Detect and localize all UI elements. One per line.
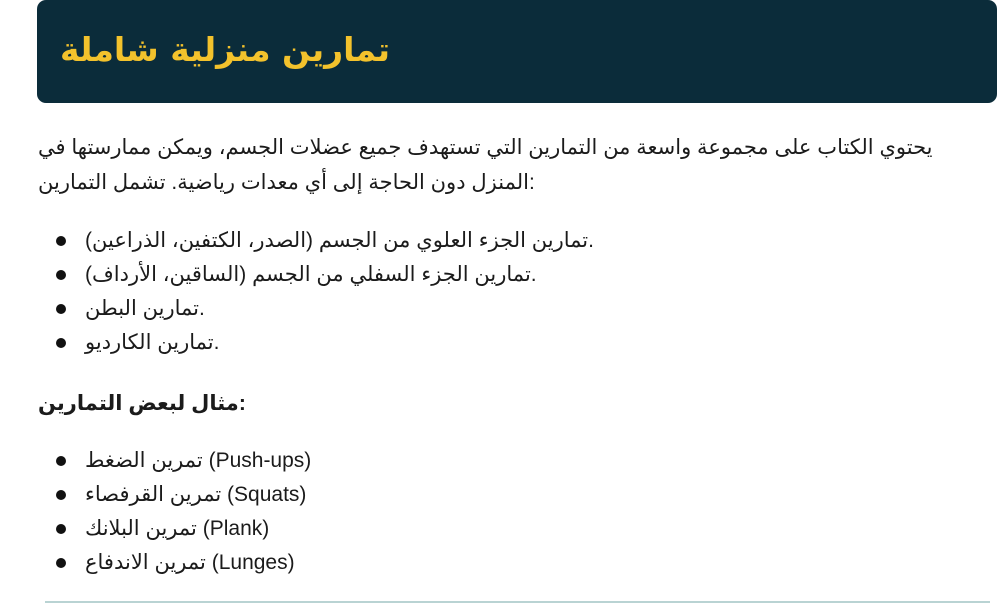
header-bar	[37, 0, 997, 103]
bullet-dot-icon	[56, 304, 66, 314]
bullet-dot-icon	[56, 338, 66, 348]
list-item	[38, 546, 963, 580]
exercise-categories-list	[38, 224, 963, 360]
intro-paragraph: يحتوي الكتاب على مجموعة واسعة من التمارين التي تستهدف جميع عضلات الجسم، ويمكن ممارستها في المنزل دون الحاجة إلى أي معدات رياضية. تشمل التمارين:	[38, 136, 933, 194]
bullet-dot-icon	[56, 456, 66, 466]
list-item	[38, 478, 963, 512]
list-item-text: تمارين الكارديو.	[85, 331, 220, 354]
list-item-text: تمارين الجزء السفلي من الجسم (الساقين، الأرداف).	[85, 263, 537, 286]
list-item-text: تمرين الاندفاع (Lunges)	[85, 551, 295, 574]
bullet-dot-icon	[56, 524, 66, 534]
list-item-text: تمارين البطن.	[85, 297, 205, 320]
list-item	[38, 258, 963, 292]
bullet-dot-icon	[56, 270, 66, 280]
list-item	[38, 326, 963, 360]
list-item	[38, 444, 963, 478]
page-title: تمارين منزلية شاملة	[60, 30, 391, 69]
bottom-divider	[45, 601, 990, 603]
list-item	[38, 224, 963, 258]
examples-list	[38, 444, 963, 580]
list-item-text: تمرين البلانك (Plank)	[85, 517, 270, 540]
list-item	[38, 292, 963, 326]
list-item-text: تمارين الجزء العلوي من الجسم (الصدر، الكتفين، الذراعين).	[85, 229, 594, 252]
examples-heading: مثال لبعض التمارين:	[38, 392, 246, 415]
list-item-text: تمرين القرفصاء (Squats)	[85, 483, 307, 506]
bullet-dot-icon	[56, 236, 66, 246]
list-item-text: تمرين الضغط (Push-ups)	[85, 449, 312, 472]
main-content	[38, 130, 963, 580]
bullet-dot-icon	[56, 558, 66, 568]
bullet-dot-icon	[56, 490, 66, 500]
list-item	[38, 512, 963, 546]
